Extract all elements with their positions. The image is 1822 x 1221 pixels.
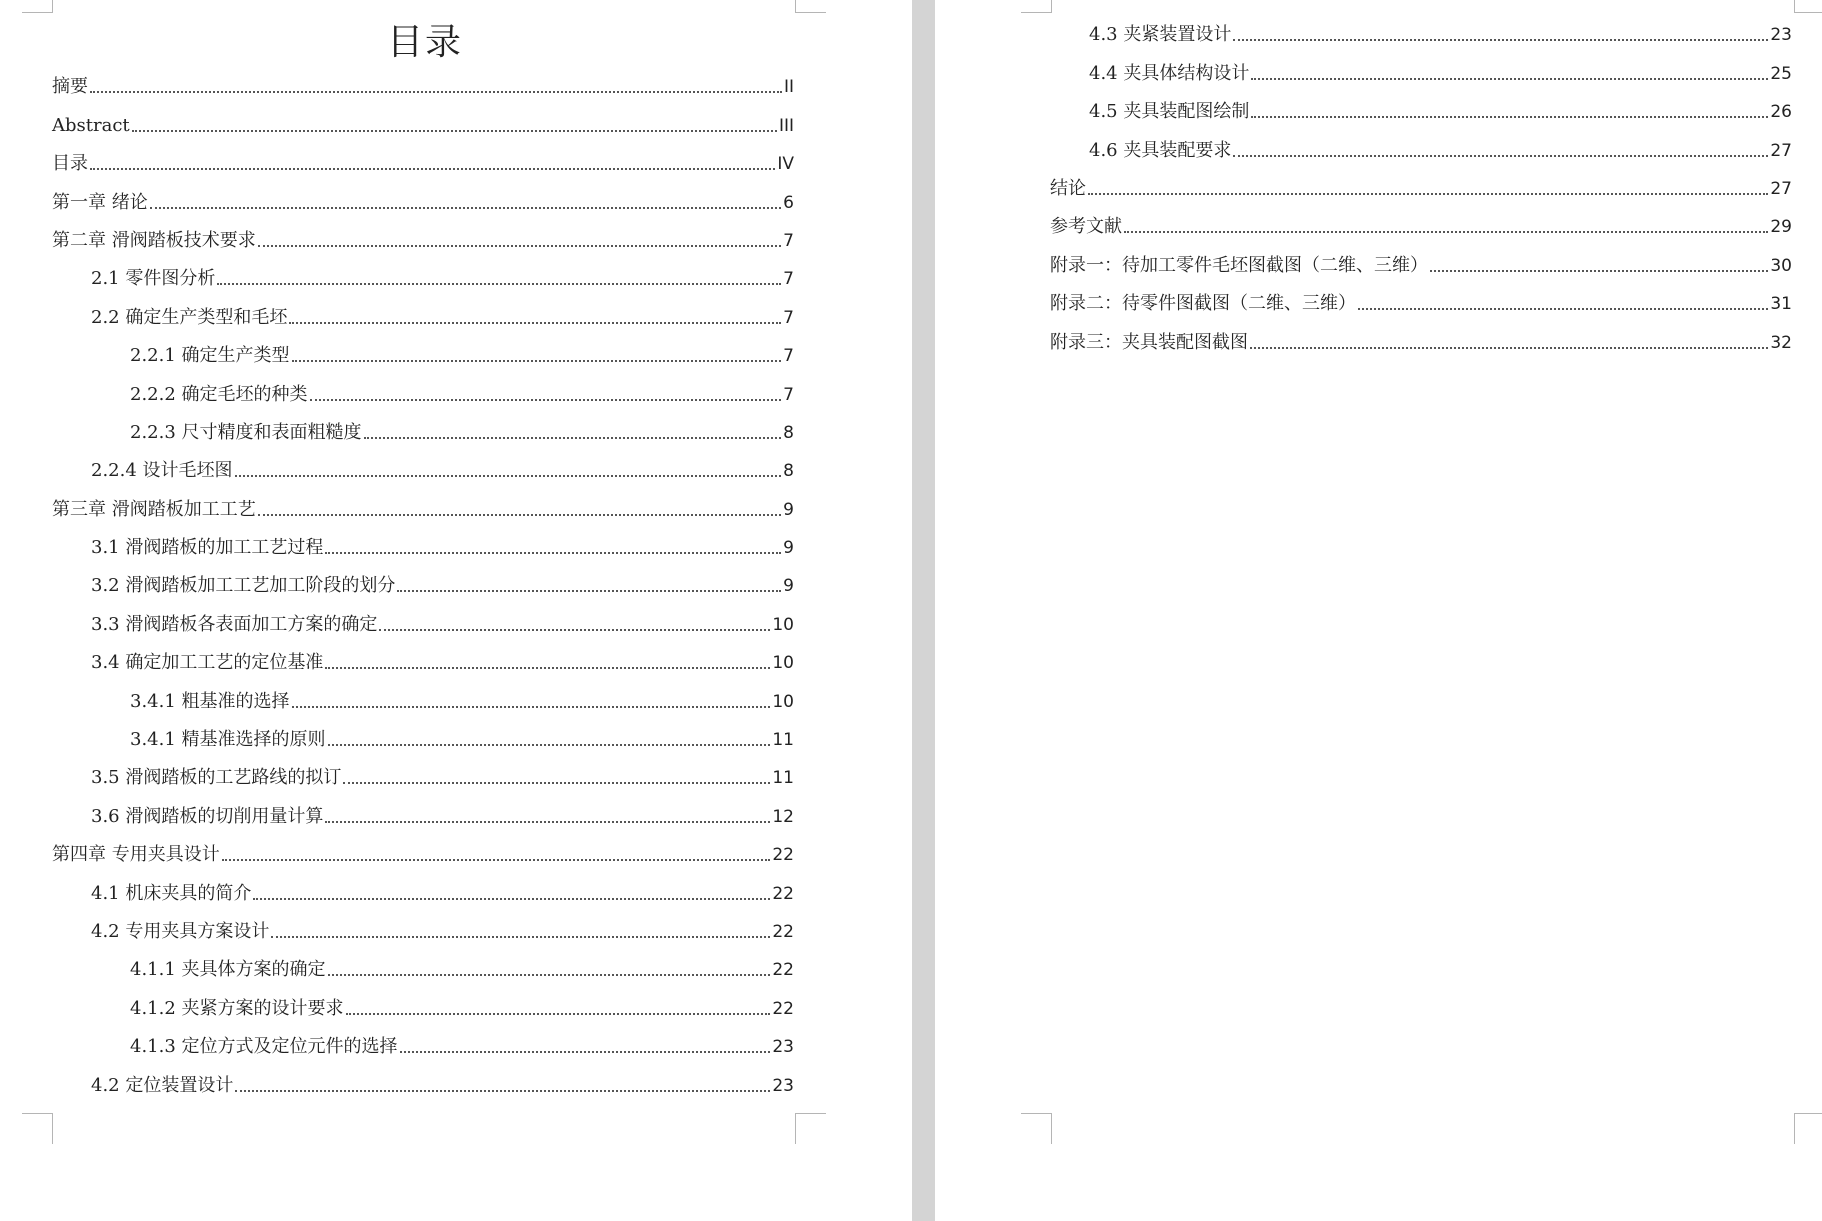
toc-entry[interactable]	[52, 793, 794, 831]
toc-entry-label: 参考文献	[1050, 216, 1122, 238]
toc-entry[interactable]	[1050, 127, 1792, 165]
toc-entry-label: 附录一：待加工零件毛坯图截图（二维、三维）	[1050, 254, 1428, 276]
toc-entry[interactable]	[1050, 12, 1792, 50]
toc-entry-page-number: 22	[772, 960, 794, 981]
toc-entry[interactable]	[52, 333, 794, 371]
toc-dot-leader	[379, 629, 770, 631]
toc-entry[interactable]	[52, 486, 794, 524]
toc-dot-leader	[1124, 231, 1768, 233]
toc-entry-page-number: II	[783, 77, 794, 98]
toc-entry[interactable]	[52, 678, 794, 716]
toc-entry-label: 4.1 机床夹具的简介	[91, 882, 252, 904]
toc-entry-label: 3.1 滑阀踏板的加工工艺过程	[91, 537, 324, 559]
toc-entry-page-number: 31	[1770, 294, 1792, 315]
toc-list-right	[1050, 12, 1792, 358]
toc-entry[interactable]	[52, 64, 794, 102]
toc-entry-label: 第四章 专用夹具设计	[52, 844, 220, 866]
toc-entry-page-number: 7	[783, 384, 794, 405]
toc-dot-leader	[253, 898, 770, 900]
toc-entry-label: 第二章 滑阀踏板技术要求	[52, 229, 256, 251]
toc-entry-label: 第一章 绪论	[52, 191, 148, 213]
toc-dot-leader	[235, 475, 782, 477]
toc-entry[interactable]	[52, 832, 794, 870]
toc-entry-label: 4.4 夹具体结构设计	[1089, 62, 1250, 84]
page-corner-mark	[795, 0, 826, 13]
toc-entry-page-number: 10	[772, 691, 794, 712]
toc-entry-page-number: 10	[772, 653, 794, 674]
toc-dot-leader	[343, 782, 770, 784]
toc-entry[interactable]	[52, 755, 794, 793]
toc-entry-page-number: 23	[1770, 25, 1792, 46]
toc-entry-label: 4.2 定位装置设计	[91, 1074, 234, 1096]
toc-entry-label: 结论	[1050, 177, 1086, 199]
page-corner-mark	[1794, 0, 1822, 13]
toc-dot-leader	[325, 667, 770, 669]
toc-dot-leader	[1233, 39, 1768, 41]
toc-entry-page-number: 23	[772, 1075, 794, 1096]
toc-entry-page-number: 26	[1770, 102, 1792, 123]
toc-entry[interactable]	[1050, 50, 1792, 88]
toc-dot-leader	[1250, 347, 1768, 349]
toc-entry-label: 2.1 零件图分析	[91, 268, 216, 290]
toc-entry-label: Abstract	[52, 114, 130, 136]
toc-entry-page-number: IV	[777, 154, 794, 175]
toc-entry[interactable]	[1050, 242, 1792, 280]
toc-dot-leader	[325, 821, 770, 823]
toc-entry-label: 目录	[52, 153, 88, 175]
toc-entry-label: 2.2 确定生产类型和毛坯	[91, 306, 288, 328]
toc-dot-leader	[328, 744, 771, 746]
toc-entry-page-number: 7	[783, 307, 794, 328]
toc-dot-leader	[346, 1013, 771, 1015]
toc-entry-label: 4.2 专用夹具方案设计	[91, 920, 270, 942]
toc-entry-page-number: 32	[1770, 332, 1792, 353]
toc-entry[interactable]	[52, 102, 794, 140]
toc-dot-leader	[132, 130, 777, 132]
toc-entry-page-number: 22	[772, 883, 794, 904]
toc-entry-label: 3.4.1 粗基准的选择	[130, 690, 290, 712]
toc-entry-label: 3.3 滑阀踏板各表面加工方案的确定	[91, 613, 378, 635]
toc-entry[interactable]	[52, 1024, 794, 1062]
toc-entry-page-number: 12	[772, 806, 794, 827]
toc-entry[interactable]	[52, 179, 794, 217]
toc-entry-label: 4.5 夹具装配图绘制	[1089, 101, 1250, 123]
toc-entry-page-number: 8	[783, 461, 794, 482]
toc-entry-page-number: 8	[783, 422, 794, 443]
toc-dot-leader	[1251, 116, 1768, 118]
toc-dot-leader	[1430, 270, 1768, 272]
toc-entry-label: 摘要	[52, 76, 88, 98]
toc-dot-leader	[90, 168, 775, 170]
toc-dot-leader	[400, 1051, 771, 1053]
toc-dot-leader	[222, 859, 771, 861]
toc-entry[interactable]	[52, 909, 794, 947]
toc-entry[interactable]	[52, 1062, 794, 1100]
toc-entry-page-number: 6	[783, 192, 794, 213]
toc-dot-leader	[310, 399, 782, 401]
toc-dot-leader	[397, 590, 781, 592]
toc-list-left	[52, 64, 794, 1101]
toc-entry[interactable]	[52, 294, 794, 332]
page-corner-mark	[1021, 1113, 1052, 1144]
toc-entry-label: 3.5 滑阀踏板的工艺路线的拟订	[91, 767, 342, 789]
toc-entry-page-number: 25	[1770, 63, 1792, 84]
toc-entry-page-number: 9	[783, 576, 794, 597]
toc-entry-label: 附录二：待零件图截图（二维、三维）	[1050, 293, 1356, 315]
toc-entry[interactable]	[52, 985, 794, 1023]
toc-entry[interactable]	[52, 870, 794, 908]
toc-entry-label: 3.2 滑阀踏板加工工艺加工阶段的划分	[91, 575, 396, 597]
toc-dot-leader	[325, 552, 781, 554]
toc-entry-page-number: 23	[772, 1037, 794, 1058]
toc-entry-page-number: 22	[772, 921, 794, 942]
page-gutter	[912, 0, 935, 1221]
toc-entry-page-number: 10	[772, 614, 794, 635]
toc-dot-leader	[1251, 78, 1768, 80]
toc-title: 目录	[386, 22, 463, 63]
page-corner-mark	[1794, 1113, 1822, 1144]
toc-entry-page-number: 9	[783, 538, 794, 559]
toc-entry[interactable]	[52, 256, 794, 294]
toc-dot-leader	[1358, 308, 1768, 310]
toc-entry-label: 2.2.1 确定生产类型	[130, 345, 290, 367]
toc-entry[interactable]	[52, 601, 794, 639]
toc-entry-page-number: III	[778, 115, 794, 136]
toc-entry-page-number: 27	[1770, 140, 1792, 161]
toc-dot-leader	[364, 437, 782, 439]
toc-entry[interactable]	[1050, 166, 1792, 204]
toc-dot-leader	[1088, 193, 1768, 195]
toc-entry[interactable]	[1050, 89, 1792, 127]
toc-entry[interactable]	[52, 947, 794, 985]
toc-entry[interactable]	[52, 640, 794, 678]
toc-dot-leader	[328, 974, 771, 976]
toc-entry-page-number: 29	[1770, 217, 1792, 238]
toc-entry-label: 4.6 夹具装配要求	[1089, 139, 1232, 161]
toc-entry-page-number: 7	[783, 230, 794, 251]
toc-dot-leader	[1233, 155, 1768, 157]
toc-entry[interactable]	[1050, 204, 1792, 242]
toc-entry-label: 第三章 滑阀踏板加工工艺	[52, 498, 256, 520]
toc-entry[interactable]	[52, 410, 794, 448]
toc-entry-label: 附录三：夹具装配图截图	[1050, 331, 1248, 353]
page-corner-mark	[1021, 0, 1052, 13]
toc-entry-page-number: 7	[783, 346, 794, 367]
toc-entry-page-number: 30	[1770, 255, 1792, 276]
toc-dot-leader	[235, 1090, 770, 1092]
page-corner-mark	[22, 0, 53, 13]
page-corner-mark	[795, 1113, 826, 1144]
toc-entry-label: 4.1.1 夹具体方案的确定	[130, 959, 326, 981]
toc-entry[interactable]	[52, 525, 794, 563]
toc-dot-leader	[289, 322, 781, 324]
toc-entry-page-number: 27	[1770, 178, 1792, 199]
toc-entry-label: 4.1.2 夹紧方案的设计要求	[130, 997, 344, 1019]
toc-entry-label: 2.2.4 设计毛坯图	[91, 460, 233, 482]
toc-entry[interactable]	[52, 717, 794, 755]
toc-entry-page-number: 9	[783, 499, 794, 520]
toc-dot-leader	[150, 207, 781, 209]
toc-dot-leader	[90, 91, 782, 93]
toc-entry[interactable]	[52, 141, 794, 179]
toc-entry-label: 3.4.1 精基准选择的原则	[130, 729, 326, 751]
toc-entry-page-number: 22	[772, 845, 794, 866]
toc-entry[interactable]	[1050, 319, 1792, 357]
toc-entry-page-number: 7	[783, 269, 794, 290]
toc-dot-leader	[292, 360, 782, 362]
toc-dot-leader	[271, 936, 770, 938]
toc-entry-page-number: 11	[772, 768, 794, 789]
toc-dot-leader	[292, 706, 771, 708]
toc-entry[interactable]	[52, 563, 794, 601]
toc-dot-leader	[258, 514, 781, 516]
toc-entry-label: 4.1.3 定位方式及定位元件的选择	[130, 1036, 398, 1058]
toc-entry-label: 2.2.2 确定毛坯的种类	[130, 383, 308, 405]
toc-entry-label: 4.3 夹紧装置设计	[1089, 24, 1232, 46]
toc-entry[interactable]	[52, 371, 794, 409]
toc-entry-label: 3.4 确定加工工艺的定位基准	[91, 652, 324, 674]
toc-entry[interactable]	[52, 218, 794, 256]
toc-dot-leader	[258, 245, 781, 247]
page-corner-mark	[22, 1113, 53, 1144]
toc-entry-label: 3.6 滑阀踏板的切削用量计算	[91, 805, 324, 827]
toc-entry-page-number: 11	[772, 730, 794, 751]
toc-entry-page-number: 22	[772, 998, 794, 1019]
toc-entry-label: 2.2.3 尺寸精度和表面粗糙度	[130, 421, 362, 443]
toc-entry[interactable]	[1050, 281, 1792, 319]
toc-dot-leader	[217, 283, 781, 285]
toc-entry[interactable]	[52, 448, 794, 486]
